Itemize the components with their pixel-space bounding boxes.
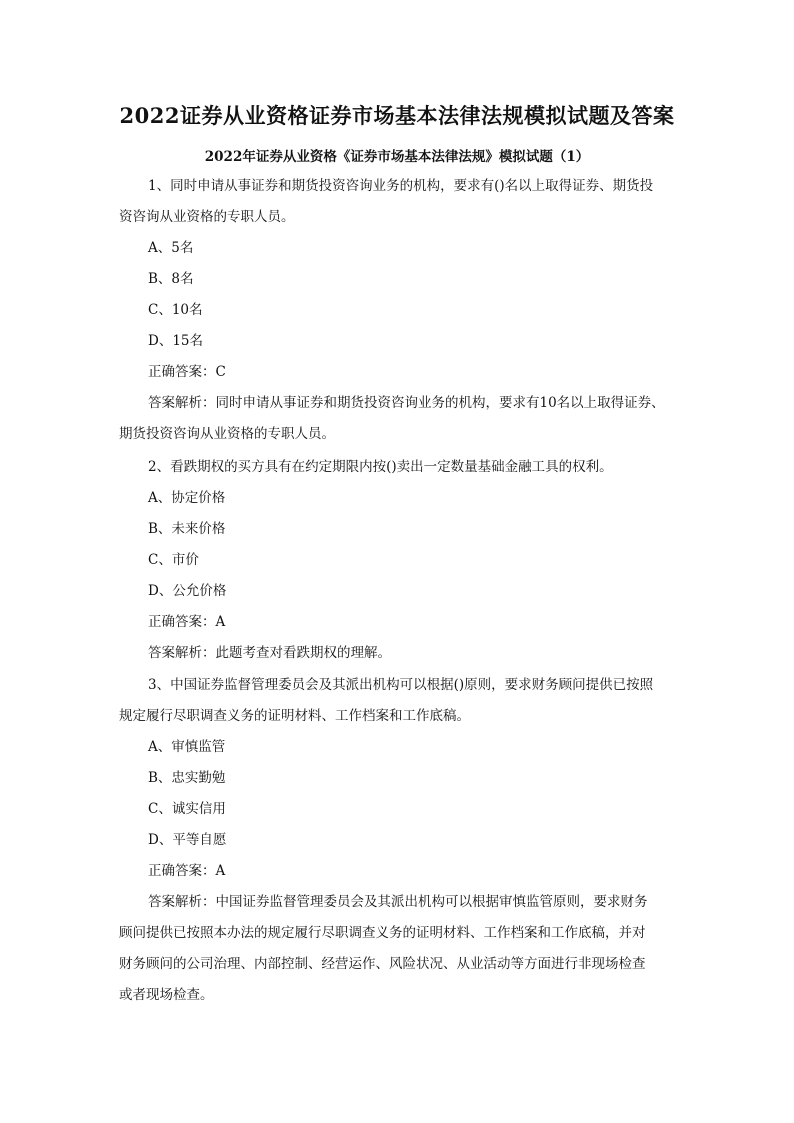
question-3-explanation-cont-1: 顾问提供已按照本办法的规定履行尽职调查义务的证明材料、工作档案和工作底稿，并对 bbox=[119, 925, 646, 941]
question-1-explanation: 答案解析：同时申请从事证券和期货投资咨询业务的机构，要求有10名以上取得证券、 bbox=[148, 395, 665, 411]
question-3-text-cont: 规定履行尽职调查义务的证明材料、工作档案和工作底稿。 bbox=[119, 708, 470, 724]
document-subtitle: 2022年证券从业资格《证券市场基本法律法规》模拟试题（1） bbox=[204, 149, 590, 165]
question-3-option-a: A、审慎监管 bbox=[148, 739, 226, 755]
question-2-option-a: A、协定价格 bbox=[148, 490, 226, 506]
question-3-explanation-cont-3: 或者现场检查。 bbox=[119, 987, 214, 1003]
question-1-option-d: D、15名 bbox=[148, 333, 204, 349]
question-2-explanation: 答案解析：此题考查对看跌期权的理解。 bbox=[148, 645, 391, 661]
question-2-option-b: B、未来价格 bbox=[148, 521, 226, 537]
question-3-explanation-cont-2: 财务顾问的公司治理、内部控制、经营运作、风险状况、从业活动等方面进行非现场检查 bbox=[119, 956, 646, 972]
document-title: 2022证券从业资格证券市场基本法律法规模拟试题及答案 bbox=[119, 103, 675, 128]
question-1-text-cont: 资咨询从业资格的专职人员。 bbox=[119, 209, 295, 225]
question-1-answer: 正确答案：C bbox=[148, 364, 226, 380]
question-2-option-d: D、公允价格 bbox=[148, 583, 227, 599]
question-3-option-b: B、忠实勤勉 bbox=[148, 770, 226, 786]
question-1-option-a: A、5名 bbox=[148, 240, 194, 256]
question-1-explanation-cont: 期货投资咨询从业资格的专职人员。 bbox=[119, 426, 335, 442]
question-2-option-c: C、市价 bbox=[148, 552, 199, 568]
question-1-option-b: B、8名 bbox=[148, 271, 194, 287]
question-3-text: 3、中国证券监督管理委员会及其派出机构可以根据()原则，要求财务顾问提供已按照 bbox=[148, 677, 654, 693]
question-1-option-c: C、10名 bbox=[148, 302, 203, 318]
question-3-option-c: C、诚实信用 bbox=[148, 801, 226, 817]
question-1-text: 1、同时申请从事证券和期货投资咨询业务的机构，要求有()名以上取得证券、期货投 bbox=[148, 178, 654, 194]
question-3-explanation: 答案解析：中国证券监督管理委员会及其派出机构可以根据审慎监管原则，要求财务 bbox=[148, 894, 648, 910]
question-3-answer: 正确答案：A bbox=[148, 863, 226, 879]
question-3-option-d: D、平等自愿 bbox=[148, 832, 227, 848]
question-2-text: 2、看跌期权的买方具有在约定期限内按()卖出一定数量基础金融工具的权利。 bbox=[148, 459, 613, 475]
question-2-answer: 正确答案：A bbox=[148, 614, 226, 630]
